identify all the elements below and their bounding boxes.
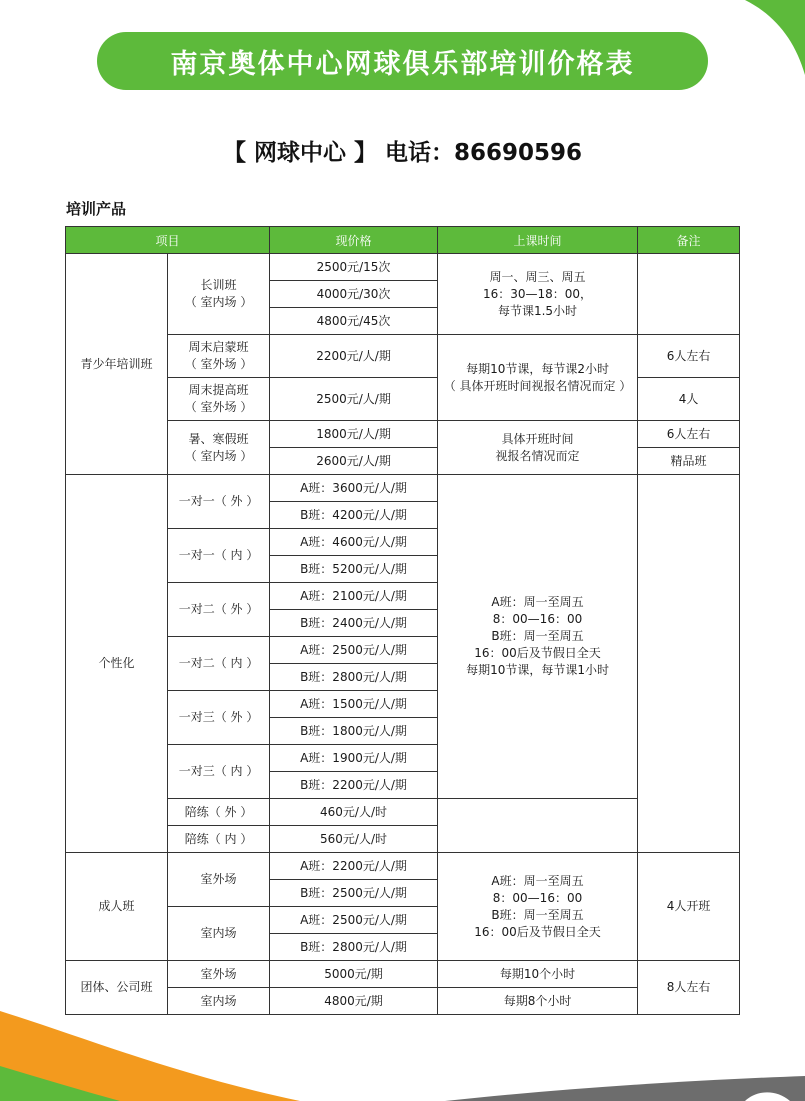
section-title: 培训产品 <box>66 200 127 218</box>
class-name: 暑、寒假班 （ 室内场 ） <box>168 421 270 475</box>
table-row <box>66 335 740 378</box>
price-cell: A班：3600元/人/期 <box>270 475 438 502</box>
price-cell: B班：5200元/人/期 <box>270 556 438 583</box>
price-cell: A班：2500元/人/期 <box>270 907 438 934</box>
note-cell: 6人左右 <box>638 335 740 378</box>
page-title: 南京奥体中心网球俱乐部培训价格表 <box>97 32 708 90</box>
class-name: 陪练（ 内 ） <box>168 826 270 853</box>
table-row <box>66 853 740 880</box>
bottom-left-orange-swoosh <box>0 1006 300 1101</box>
note-cell <box>638 475 740 853</box>
price-cell: A班：2500元/人/期 <box>270 637 438 664</box>
header-item: 项目 <box>66 227 270 254</box>
class-name: 室外场 <box>168 853 270 907</box>
price-cell: 2200元/人/期 <box>270 335 438 378</box>
table-row <box>66 475 740 502</box>
table-row <box>66 378 740 421</box>
class-name: 长训班 （ 室内场 ） <box>168 254 270 335</box>
time-cell <box>438 799 638 853</box>
note-cell: 8人左右 <box>638 961 740 1015</box>
category-adult: 成人班 <box>66 853 168 961</box>
price-cell: 2500元/人/期 <box>270 378 438 421</box>
price-cell: B班：2400元/人/期 <box>270 610 438 637</box>
header-note: 备注 <box>638 227 740 254</box>
time-cell: 每期10个小时 <box>438 961 638 988</box>
time-cell: A班：周一至周五 8：00—16：00 B班：周一至周五 16：00后及节假日全天 每期10节课，每节课1小时 <box>438 475 638 799</box>
class-name: 一对三（ 外 ） <box>168 691 270 745</box>
price-cell: 2600元/人/期 <box>270 448 438 475</box>
class-name: 一对一（ 内 ） <box>168 529 270 583</box>
class-name: 一对二（ 外 ） <box>168 583 270 637</box>
category-personal: 个性化 <box>66 475 168 853</box>
note-cell: 6人左右 <box>638 421 740 448</box>
class-name: 室内场 <box>168 907 270 961</box>
note-cell: 精品班 <box>638 448 740 475</box>
table-row <box>66 421 740 448</box>
price-cell: B班：2800元/人/期 <box>270 934 438 961</box>
category-youth: 青少年培训班 <box>66 254 168 475</box>
price-cell: B班：2500元/人/期 <box>270 880 438 907</box>
price-cell: A班：1900元/人/期 <box>270 745 438 772</box>
price-cell: A班：2100元/人/期 <box>270 583 438 610</box>
price-cell: 1800元/人/期 <box>270 421 438 448</box>
class-name: 一对二（ 内 ） <box>168 637 270 691</box>
class-name: 一对一（ 外 ） <box>168 475 270 529</box>
bottom-right-grey-swoosh <box>445 1076 805 1101</box>
time-cell: 每期8个小时 <box>438 988 638 1015</box>
note-cell: 4人开班 <box>638 853 740 961</box>
price-cell: 4000元/30次 <box>270 281 438 308</box>
contact-phone: 【 网球中心 】 电话：86690596 <box>222 140 583 166</box>
price-cell: B班：4200元/人/期 <box>270 502 438 529</box>
class-name: 陪练（ 外 ） <box>168 799 270 826</box>
class-name: 周末提高班 （ 室外场 ） <box>168 378 270 421</box>
top-right-green-swoosh <box>705 0 805 80</box>
table-row <box>66 254 740 281</box>
price-cell: 5000元/期 <box>270 961 438 988</box>
class-name: 室内场 <box>168 988 270 1015</box>
price-cell: 2500元/15次 <box>270 254 438 281</box>
price-cell: B班：2200元/人/期 <box>270 772 438 799</box>
category-group: 团体、公司班 <box>66 961 168 1015</box>
price-cell: A班：4600元/人/期 <box>270 529 438 556</box>
note-cell <box>638 254 740 335</box>
price-cell: B班：1800元/人/期 <box>270 718 438 745</box>
class-name: 一对三（ 内 ） <box>168 745 270 799</box>
time-cell: A班：周一至周五 8：00—16：00 B班：周一至周五 16：00后及节假日全天 <box>438 853 638 961</box>
price-cell: 460元/人/时 <box>270 799 438 826</box>
time-cell: 具体开班时间 视报名情况而定 <box>438 421 638 475</box>
price-cell: 560元/人/时 <box>270 826 438 853</box>
table-row <box>66 961 740 988</box>
time-cell: 每期10节课，每节课2小时 （ 具体开班时间视报名情况而定 ） <box>438 335 638 421</box>
price-cell: 4800元/期 <box>270 988 438 1015</box>
class-name: 周末启蒙班 （ 室外场 ） <box>168 335 270 378</box>
price-table <box>65 226 740 1015</box>
price-cell: A班：1500元/人/期 <box>270 691 438 718</box>
price-cell: 4800元/45次 <box>270 308 438 335</box>
header-price: 现价格 <box>270 227 438 254</box>
price-cell: B班：2800元/人/期 <box>270 664 438 691</box>
class-name: 室外场 <box>168 961 270 988</box>
header-time: 上课时间 <box>438 227 638 254</box>
table-header-row <box>66 227 740 254</box>
price-cell: A班：2200元/人/期 <box>270 853 438 880</box>
time-cell: 周一、周三、周五 16：30—18：00， 每节课1.5小时 <box>438 254 638 335</box>
note-cell: 4人 <box>638 378 740 421</box>
